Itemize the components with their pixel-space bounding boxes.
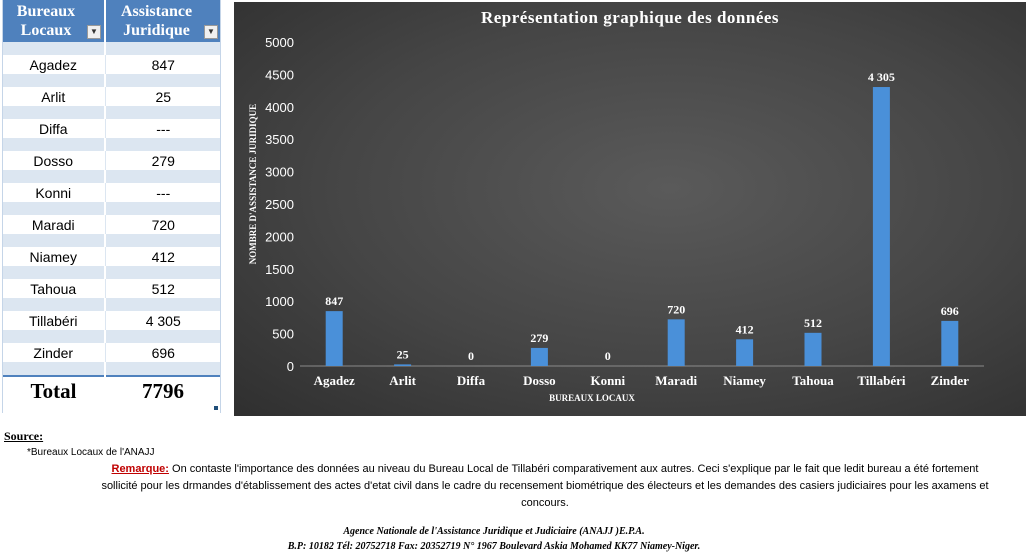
- bureau-cell[interactable]: Zinder: [2, 343, 105, 362]
- total-label: Total: [2, 376, 105, 405]
- table-row[interactable]: [2, 119, 221, 138]
- row-band: [2, 138, 105, 151]
- total-value: 7796: [105, 376, 221, 405]
- row-band: [105, 362, 221, 376]
- row-band: [2, 266, 105, 279]
- bureau-cell[interactable]: Tahoua: [2, 279, 105, 298]
- row-band: [2, 74, 105, 87]
- x-tick-label: Tillabéri: [857, 373, 906, 388]
- row-band: [105, 138, 221, 151]
- row-band: [2, 362, 105, 376]
- row-band: [2, 202, 105, 215]
- x-tick-label: Konni: [590, 373, 626, 388]
- table-row[interactable]: [2, 55, 221, 74]
- x-tick-label: Dosso: [523, 373, 556, 388]
- row-band: [105, 298, 221, 311]
- footer-agency-name: Agence Nationale de l'Assistance Juridique et Judiciaire (ANAJJ )E.P.A.: [343, 526, 645, 537]
- chart-title: Représentation graphique des données: [480, 8, 780, 27]
- remark-label: Remarque:: [111, 463, 169, 475]
- bar[interactable]: [941, 321, 958, 366]
- y-tick-label: 3500: [265, 132, 294, 148]
- bar[interactable]: [805, 333, 822, 366]
- bar[interactable]: [873, 87, 890, 366]
- header-assistance-juridique[interactable]: [105, 0, 221, 42]
- bar[interactable]: [736, 339, 753, 366]
- bureau-cell[interactable]: Konni: [2, 183, 105, 202]
- data-label: 279: [530, 330, 549, 345]
- value-cell[interactable]: 720: [105, 215, 221, 234]
- y-tick-label: 5000: [265, 35, 294, 50]
- data-label: 696: [940, 303, 959, 318]
- data-table: [2, 0, 221, 405]
- bureau-cell[interactable]: Tillabéri: [2, 311, 105, 330]
- data-label: 512: [804, 315, 822, 330]
- row-band: [2, 330, 105, 343]
- remark-paragraph: [95, 461, 995, 512]
- row-band: [105, 266, 221, 279]
- header-assistance-label: Assistance Juridique: [120, 3, 193, 39]
- bureau-cell[interactable]: Niamey: [2, 247, 105, 266]
- header-bureaux-locaux[interactable]: [2, 0, 105, 42]
- x-tick-label: Zinder: [930, 373, 969, 388]
- row-band: [2, 106, 105, 119]
- bar-chart[interactable]: [234, 2, 1026, 416]
- y-tick-label: 2000: [265, 229, 294, 245]
- source-text: *Bureaux Locaux de l'ANAJJ: [27, 447, 155, 458]
- data-label: 25: [396, 347, 409, 362]
- row-band: [2, 298, 105, 311]
- data-label: 0: [468, 349, 474, 363]
- bar[interactable]: [531, 348, 548, 366]
- data-label: 847: [325, 294, 344, 309]
- table-row[interactable]: [2, 151, 221, 170]
- x-tick-label: Niamey: [723, 373, 766, 388]
- header-bureaux-label: Bureaux Locaux: [16, 3, 76, 39]
- value-cell[interactable]: 25: [105, 87, 221, 106]
- row-band: [105, 234, 221, 247]
- bureau-cell[interactable]: Diffa: [2, 119, 105, 138]
- y-axis-title: NOMBRE D'ASSISTANCE JURIDIQUE: [248, 103, 258, 265]
- filter-dropdown-icon[interactable]: ▼: [204, 25, 218, 39]
- table-row[interactable]: [2, 87, 221, 106]
- x-tick-label: Arlit: [389, 373, 416, 388]
- row-band: [2, 42, 105, 55]
- value-cell[interactable]: ---: [105, 119, 221, 138]
- agency-footer: [0, 524, 988, 554]
- bar[interactable]: [326, 311, 343, 366]
- source-heading: Source:: [4, 429, 44, 443]
- row-band: [2, 234, 105, 247]
- table-row[interactable]: [2, 311, 221, 330]
- data-label: 0: [604, 349, 611, 363]
- x-tick-label: Agadez: [313, 373, 355, 388]
- value-cell[interactable]: 279: [105, 151, 221, 170]
- data-label: 4 305: [867, 70, 895, 85]
- y-tick-label: 3000: [265, 164, 294, 180]
- data-label: 412: [735, 322, 754, 337]
- bar[interactable]: [668, 319, 685, 366]
- table-row[interactable]: [2, 279, 221, 298]
- table-row[interactable]: [2, 215, 221, 234]
- table-resize-handle[interactable]: [214, 406, 218, 410]
- row-band: [2, 170, 105, 183]
- row-band: [105, 42, 221, 55]
- y-tick-label: 1000: [265, 294, 294, 310]
- row-band: [105, 170, 221, 183]
- bureau-cell[interactable]: Dosso: [2, 151, 105, 170]
- value-cell[interactable]: 4 305: [105, 311, 221, 330]
- table-row[interactable]: [2, 247, 221, 266]
- y-tick-label: 0: [286, 359, 294, 374]
- table-row[interactable]: [2, 183, 221, 202]
- bureau-cell[interactable]: Arlit: [2, 87, 105, 106]
- row-band: [105, 330, 221, 343]
- filter-dropdown-icon[interactable]: ▼: [87, 25, 101, 39]
- y-tick-label: 500: [272, 326, 294, 342]
- row-band: [105, 202, 221, 215]
- value-cell[interactable]: ---: [105, 183, 221, 202]
- row-band: [105, 74, 221, 87]
- value-cell[interactable]: 412: [105, 247, 221, 266]
- bar[interactable]: [394, 364, 411, 366]
- chart-plot: [234, 2, 1026, 416]
- data-label: 720: [667, 302, 686, 317]
- bureau-cell[interactable]: Maradi: [2, 215, 105, 234]
- x-axis-title: BUREAUX LOCAUX: [549, 393, 635, 403]
- x-tick-label: Tahoua: [792, 373, 834, 388]
- y-tick-label: 4500: [265, 67, 294, 83]
- value-cell[interactable]: 512: [105, 279, 221, 298]
- value-cell[interactable]: 847: [105, 55, 221, 74]
- footer-address: B.P: 10182 Tél: 20752718 Fax: 20352719 N° 1967 Boulevard Askia Mohamed KK77 Niamey-Niger.: [287, 541, 701, 552]
- x-tick-label: Maradi: [655, 373, 698, 388]
- y-tick-label: 2500: [265, 197, 294, 212]
- value-cell[interactable]: 696: [105, 343, 221, 362]
- y-tick-label: 1500: [265, 261, 294, 277]
- table-row[interactable]: [2, 343, 221, 362]
- row-band: [105, 106, 221, 119]
- bureau-cell[interactable]: Agadez: [2, 55, 105, 74]
- y-tick-label: 4000: [265, 99, 294, 115]
- remark-text: On contaste l'importance des données au niveau du Bureau Local de Tillabéri comparativement aux autres. Ceci s'explique par le fait que ledit bureau a été fortement sollicité pour les drmandes d'établissement des actes d'etat civil dans le cadre du recensement biométrique des électeurs et les demandes des casiers judiciaires pour les axamens et concours.: [101, 463, 989, 509]
- x-tick-label: Diffa: [456, 373, 486, 388]
